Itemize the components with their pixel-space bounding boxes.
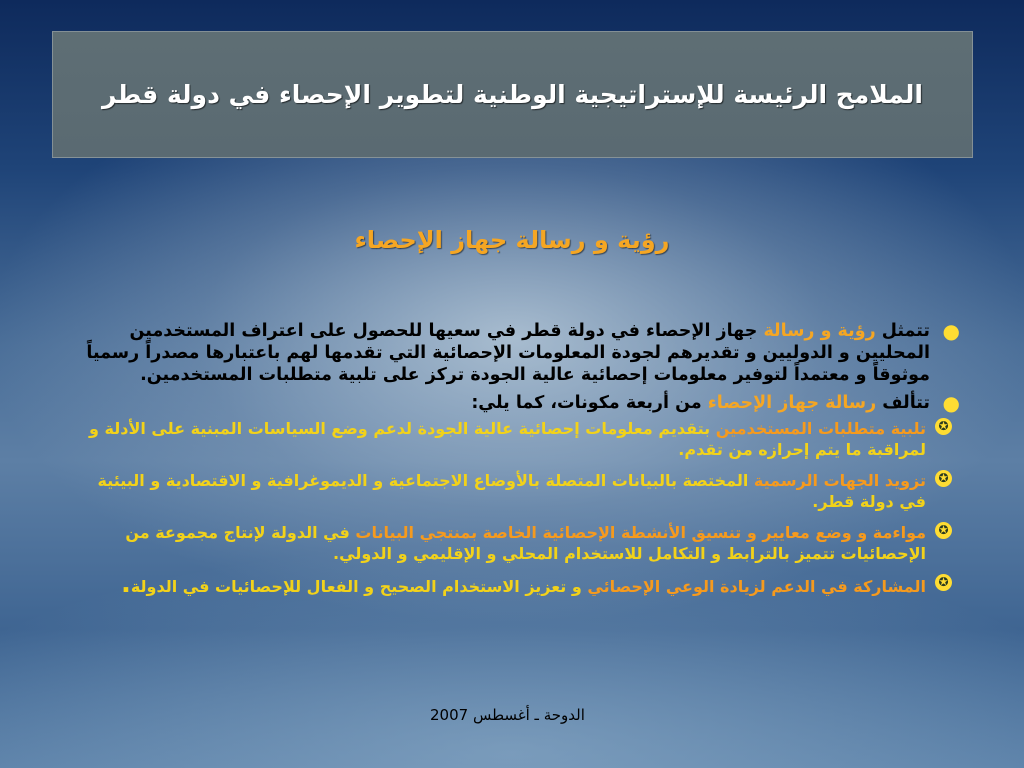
paragraph-mission [70, 392, 960, 414]
star-circle-icon: ✪ [935, 418, 952, 435]
item-highlight: تزويد الجهات الرسمية [753, 471, 926, 490]
paragraph-text-after: جهاز الإحصاء في دولة قطر في سعيها للحصول على اعتراف المستخدمين المحليين و الدوليين و تقديرهم لجودة المعلومات الإحصائية التي تقدمها لهم باعتبارها مصدراً رسمياً موثوقاً و معتمداً لتوفير معلومات إحصائية عالية الجودة تركز على تلبية متطلبات المستخدمين. [86, 321, 930, 385]
item-highlight: تلبية متطلبات المستخدمين [715, 419, 926, 438]
item-text: المختصة بالبيانات المتصلة بالأوضاع الاجتماعية و الديموغرافية و الاقتصادية و البيئية في دولة قطر. [97, 471, 926, 511]
dot-bullet-icon: ● [942, 391, 960, 415]
paragraph-text-before: تتمثل [875, 321, 930, 341]
star-circle-icon: ✪ [935, 522, 952, 539]
paragraph-vision [70, 320, 960, 386]
item-text: في الدولة لإنتاج مجموعة من الإحصائيات تتميز بالترابط و التكامل للاستخدام المحلي و الإقليمي و الدولي. [125, 523, 926, 563]
slide-content [70, 320, 960, 607]
list-item [70, 569, 960, 599]
list-item [70, 522, 960, 564]
footer-location-date: الدوحة ـ أغسطس [472, 706, 585, 724]
item-highlight: مواءمة و وضع معايير و تنسيق الأنشطة الإحصائية الخاصة بمنتجي البيانات [355, 523, 926, 542]
star-circle-icon: ✪ [935, 470, 952, 487]
slide-footer [430, 706, 585, 724]
list-item [70, 418, 960, 460]
list-item [70, 470, 960, 512]
paragraph-highlight: رؤية و رسالة [763, 321, 876, 341]
paragraph-highlight: رسالة جهاز الإحصاء [707, 393, 877, 413]
slide-subtitle: رؤية و رسالة جهاز الإحصاء [354, 226, 670, 254]
paragraph-text-before: تتألف [876, 393, 930, 413]
dot-bullet-icon: ● [942, 319, 960, 343]
item-highlight: المشاركة في الدعم لزيادة الوعي الإحصائي [587, 577, 926, 596]
item-text: بتقديم معلومات إحصائية عالية الجودة لدعم وضع السياسات المبنية على الأدلة و لمراقبة ما يتم إحرازه من تقدم. [89, 419, 926, 459]
star-circle-icon: ✪ [935, 574, 952, 591]
footer-year: 2007 [430, 706, 469, 724]
paragraph-text-after: من أربعة مكونات، كما يلي: [471, 393, 708, 413]
item-text: و تعزيز الاستخدام الصحيح و الفعال للإحصائيات في الدولة [130, 577, 588, 596]
title-box [52, 31, 973, 158]
slide-title: الملامح الرئيسة للإستراتيجية الوطنية لتطوير الإحصاء في دولة قطر [102, 80, 923, 109]
item-end: . [120, 569, 131, 599]
